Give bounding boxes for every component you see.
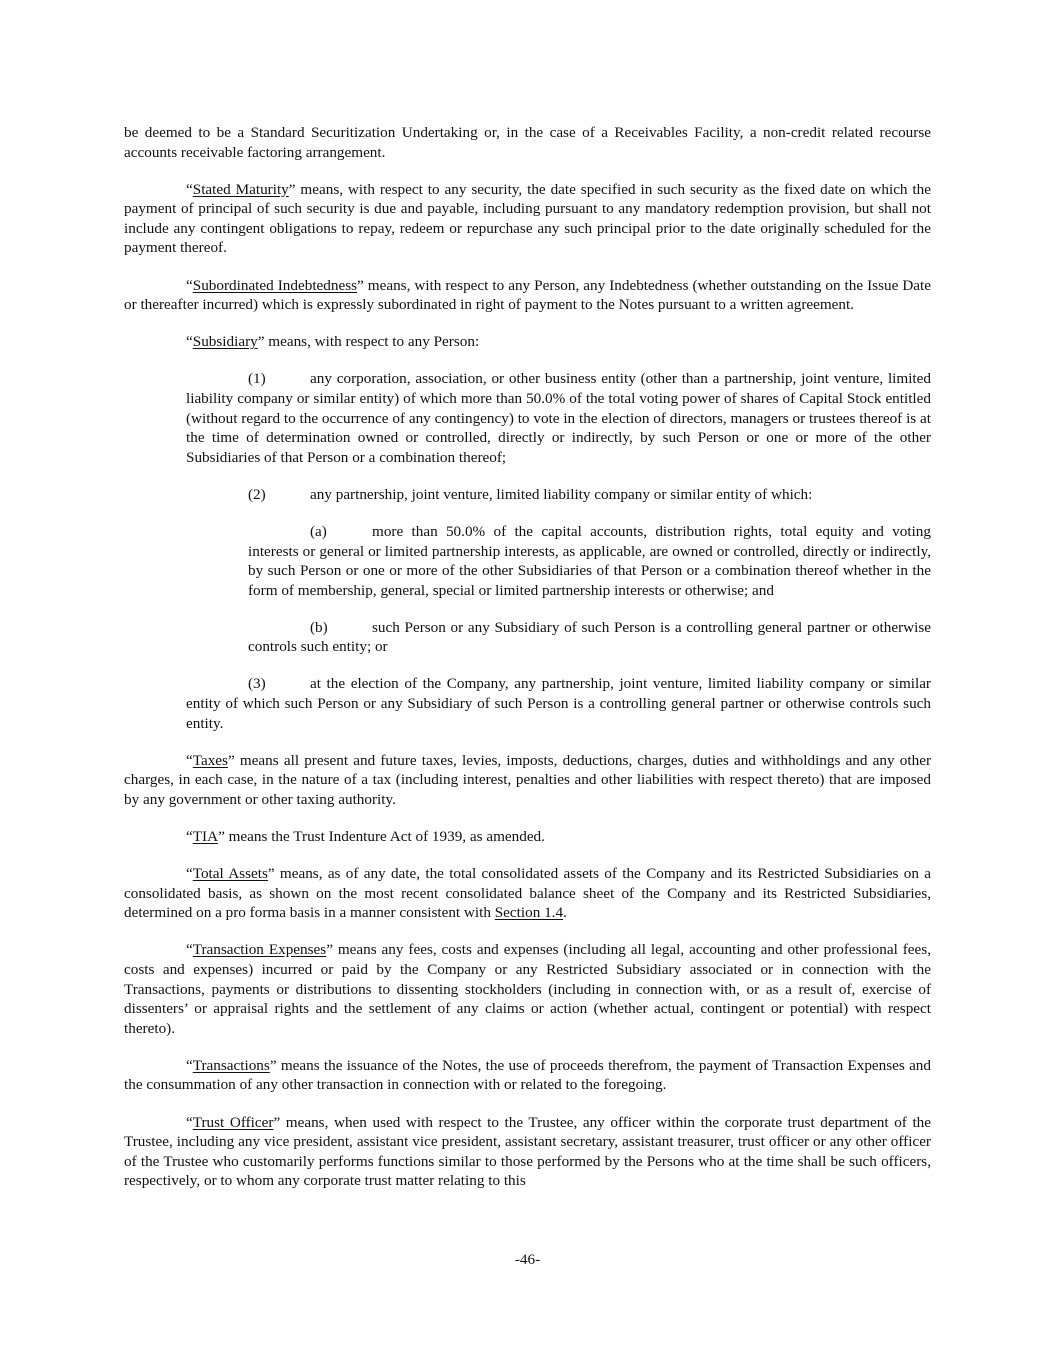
definition-tia: “TIA” means the Trust Indenture Act of 1939, as amended.	[186, 828, 545, 846]
clause-number: (3)	[248, 675, 266, 693]
definition-transactions: “Transactions” means the issuance of the Notes, the use of proceeds therefrom, the payment of Transaction Expenses and the consummation of any other transaction in connection with or related to the foregoing.	[124, 1056, 931, 1094]
clause-number: (a)	[310, 522, 327, 540]
document-page	[124, 123, 931, 1191]
subsidiary-clause-2b: (b) such Person or any Subsidiary of such Person is a controlling general partner or otherwise controls such entity; or	[248, 618, 931, 656]
section-reference: Section 1.4	[494, 904, 564, 922]
page-number: -46-	[514, 1251, 541, 1268]
subsidiary-clause-2a: (a) more than 50.0% of the capital accounts, distribution rights, total equity and voting interests or general or limited partnership interests, as applicable, are owned or controlled, directly or indirectly, by such Person or one or more of the other Subsidiaries of that Person or a combination thereof whether in the form of membership, general, special or limited partnership interests or otherwise; and	[248, 522, 931, 599]
definition-trust-officer: “Trust Officer” means, when used with respect to the Trustee, any officer within the corporate trust department of the Trustee, including any vice president, assistant vice president, assistant secretary, assistant treasurer, trust officer or any other officer of the Trustee who customarily performs functions similar to those performed by the Persons who at the time shall be such officers, respectively, or to whom any corporate trust matter relating to this	[124, 1113, 932, 1190]
defined-term: Trust Officer	[192, 1113, 274, 1131]
subsidiary-clause-3: (3) at the election of the Company, any partnership, joint venture, limited liability company or similar entity of which such Person or any Subsidiary of such Person is a controlling general partner or otherwise controls such entity.	[186, 675, 931, 732]
defined-term: Subsidiary	[192, 333, 258, 351]
clause-number: (1)	[248, 370, 266, 388]
definition-subordinated-indebtedness: “Subordinated Indebtedness” means, with respect to any Person, any Indebtedness (whether outstanding on the Issue Date or thereafter incurred) which is expressly subordinated in right of payment to the Notes pursuant to a written agreement.	[124, 276, 931, 314]
defined-term: Stated Maturity	[192, 180, 289, 198]
definition-transaction-expenses: “Transaction Expenses” means any fees, costs and expenses (including all legal, accounting and other professional fees, costs and expenses) incurred or paid by the Company or any Restricted Subsidiary associated or in connection with the Transactions, payments or distributions to dissenting stockholders (including in connection with, or as a result of, exercise of dissenters’ or appraisal rights and the settlement of any claims or action (whether actual, contingent or potential) with respect thereto).	[124, 941, 931, 1037]
definition-total-assets: “Total Assets” means, as of any date, the total consolidated assets of the Company and its Restricted Subsidiaries on a consolidated basis, as shown on the most recent consolidated balance sheet of the Company and its Restricted Subsidiaries, determined on a pro forma basis in a manner consistent with Section 1.4.	[124, 865, 931, 922]
defined-term: Total Assets	[192, 865, 268, 883]
defined-term: Subordinated Indebtedness	[192, 276, 358, 294]
defined-term: Transactions	[192, 1056, 270, 1074]
defined-term: Transaction Expenses	[192, 941, 327, 959]
definition-stated-maturity: “Stated Maturity” means, with respect to any security, the date specified in such security as the fixed date on which the payment of principal of such security is due and payable, including pursuant to any mandatory redemption provision, but shall not include any contingent obligations to repay, redeem or repurchase any such principal prior to the date originally scheduled for the payment thereof.	[124, 180, 931, 257]
intro-paragraph: be deemed to be a Standard Securitization Undertaking or, in the case of a Receivables Facility, a non-credit related recourse accounts receivable factoring arrangement.	[124, 124, 931, 161]
clause-number: (2)	[248, 485, 266, 503]
defined-term: TIA	[192, 828, 219, 846]
subsidiary-clause-1: (1) any corporation, association, or other business entity (other than a partnership, joint venture, limited liability company or similar entity) of which more than 50.0% of the total voting power of shares of Capital Stock entitled (without regard to the occurrence of any contingency) to vote in the election of directors, managers or trustees thereof is at the time of determination owned or controlled, directly or indirectly, by such Person or one or more of the other Subsidiaries of that Person or a combination thereof;	[186, 370, 931, 466]
defined-term: Taxes	[192, 751, 228, 769]
definition-subsidiary: “Subsidiary” means, with respect to any Person:	[186, 333, 480, 351]
subsidiary-clause-2: (2) any partnership, joint venture, limited liability company or similar entity of which:	[248, 485, 813, 503]
clause-number: (b)	[310, 618, 328, 636]
definition-taxes: “Taxes” means all present and future taxes, levies, imposts, deductions, charges, duties and withholdings and any other charges, in each case, in the nature of a tax (including interest, penalties and other liabilities with respect thereto) that are imposed by any government or other taxing authority.	[124, 751, 931, 808]
